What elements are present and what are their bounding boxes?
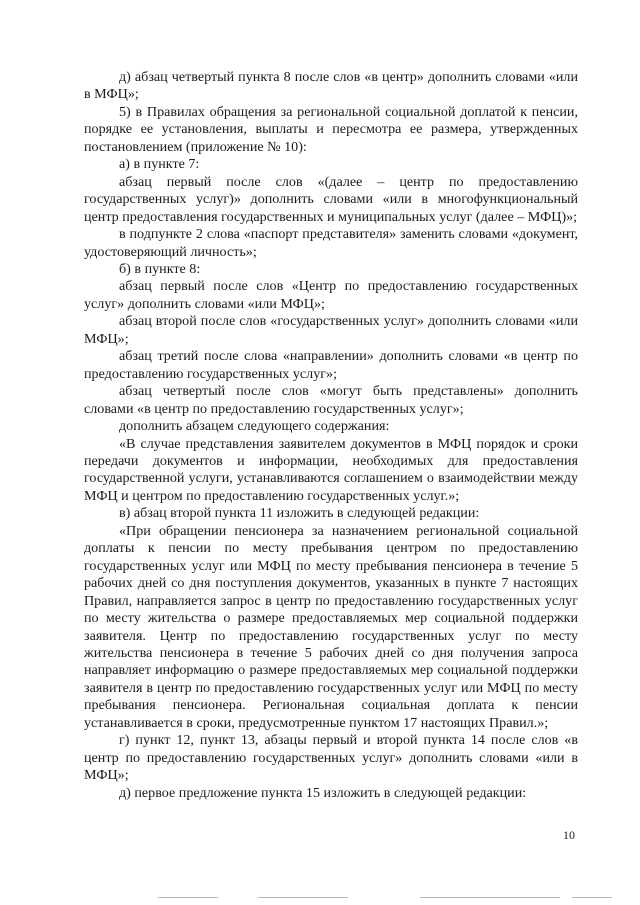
scan-artifact-line xyxy=(572,897,612,898)
paragraph: в подпункте 2 слова «паспорт представителя» заменить словами «документ, удостоверяющий личность»; xyxy=(84,226,578,260)
paragraph: абзац четвертый после слов «могут быть представлены» дополнить словами «в центр по предоставлению государственных услуг»; xyxy=(84,383,578,417)
page-number: 10 xyxy=(563,828,575,842)
paragraph: абзац первый после слов «Центр по предоставлению государственных услуг» дополнить словами «или МФЦ»; xyxy=(84,278,578,312)
paragraph: дополнить абзацем следующего содержания: xyxy=(119,418,390,435)
paragraph: «При обращении пенсионера за назначением региональной социальной доплаты к пенсии по месту пребывания центром по предоставлению государственных услуг или МФЦ по месту пребывания пенсионера в течение 5 рабочих дней со дня поступления документов, указанных в пункте 7 настоящих Правил, направляется запрос в центр по предоставлению государственных услуг по месту жительства о размере предоставляемых мер социальной поддержки заявителя. Центр по предоставлению государственных услуг по месту жительства пенсионера в течение 5 рабочих дней со дня получения запроса направляет информацию о размере предоставляемых мер социальной поддержки заявителя в центр по предоставлению государственных услуг или МФЦ по месту пребывания пенсионера. Региональная социальная доплата к пенсии устанавливается в сроки, предусмотренные пунктом 17 настоящих Правил.»; xyxy=(84,522,578,731)
paragraph: д) абзац четвертый пункта 8 после слов «в центр» дополнить словами «или в МФЦ»; xyxy=(84,69,578,103)
paragraph: в) абзац второй пункта 11 изложить в следующей редакции: xyxy=(119,505,480,522)
paragraph: б) в пункте 8: xyxy=(119,260,201,277)
document-body xyxy=(84,69,578,802)
paragraph: г) пункт 12, пункт 13, абзацы первый и второй пункта 14 после слов «в центр по предоставлению государственных услуг» дополнить словами «или в МФЦ»; xyxy=(84,732,578,784)
paragraph: «В случае представления заявителем документов в МФЦ порядок и сроки передачи документов и информации, необходимых для предоставления государственной услуги, устанавливаются соглашением о взаимодействии между МФЦ и центром по предоставлению государственных услуг.»; xyxy=(84,435,578,504)
paragraph: а) в пункте 7: xyxy=(119,156,200,173)
paragraph: абзац первый после слов «(далее – центр по предоставлению государственных услуг)» дополнить словами «или в многофункциональный центр предоставления государственных и муниципальных услуг (далее – МФЦ)»; xyxy=(84,173,578,225)
paragraph: абзац третий после слова «направлении» дополнить словами «в центр по предоставлению государственных услуг»; xyxy=(84,348,578,382)
scan-artifact-line xyxy=(420,897,560,898)
paragraph: д) первое предложение пункта 15 изложить в следующей редакции: xyxy=(119,784,527,801)
scan-artifact-line xyxy=(158,897,218,898)
paragraph: 5) в Правилах обращения за региональной социальной доплатой к пенсии, порядке ее установления, выплаты и пересмотра ее размера, утвержденных постановлением (приложение № 10): xyxy=(84,103,578,155)
paragraph: абзац второй после слов «государственных услуг» дополнить словами «или МФЦ»; xyxy=(84,313,578,347)
scan-artifact-line xyxy=(258,897,348,898)
